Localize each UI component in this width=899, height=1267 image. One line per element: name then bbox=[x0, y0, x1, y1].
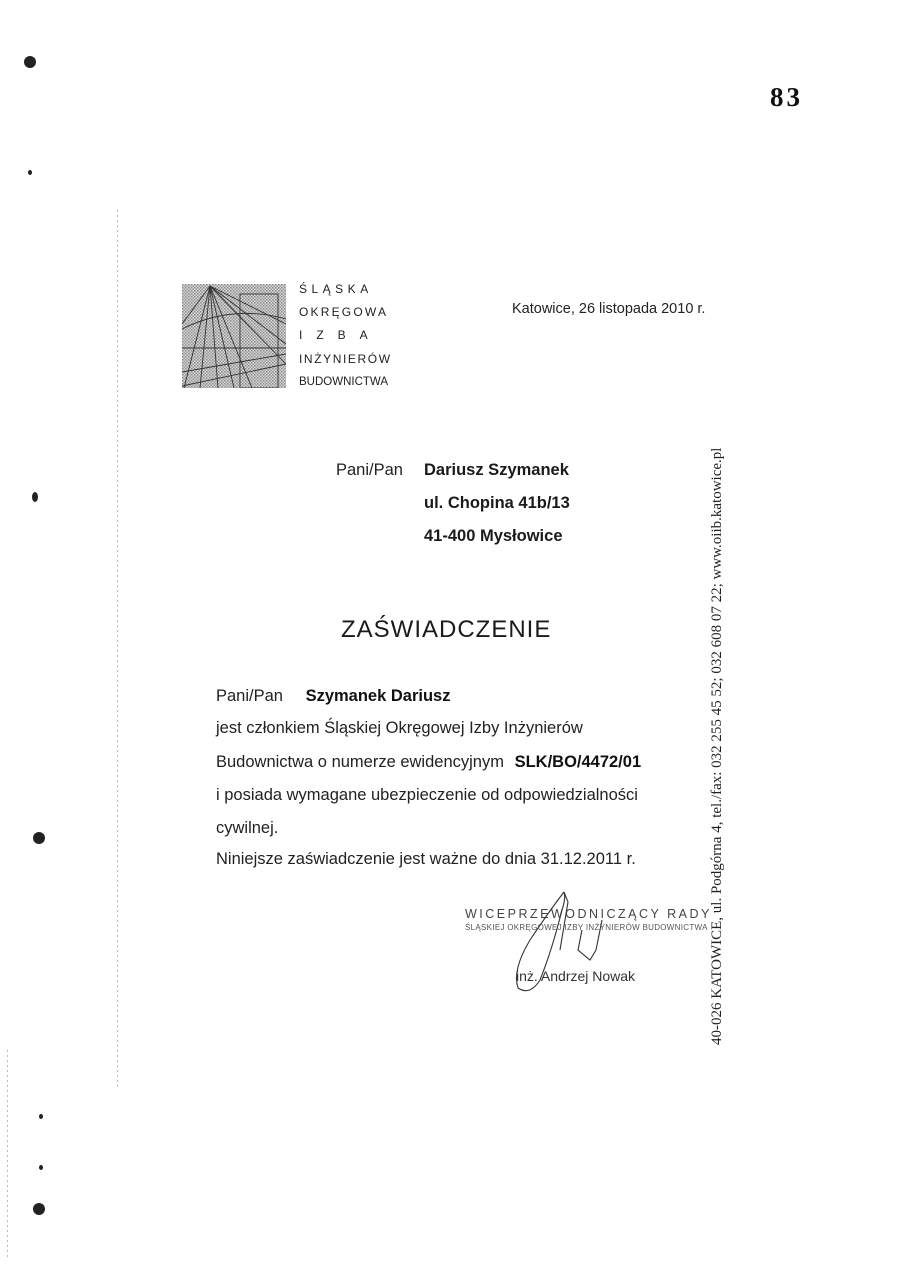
organization-name-line-5: BUDOWNICTWA bbox=[299, 376, 389, 388]
body-line-6: Niniejsze zaświadczenie jest ważne do dnia 31.12.2011 r. bbox=[216, 850, 636, 868]
punch-hole-mark bbox=[24, 56, 36, 68]
organization-name-line-3: IZBA bbox=[299, 328, 382, 342]
organization-name-line-1: ŚLĄSKA bbox=[299, 282, 373, 296]
scan-speck bbox=[32, 492, 38, 502]
document-date: Katowice, 26 listopada 2010 r. bbox=[512, 301, 706, 317]
registration-number: SLK/BO/4472/01 bbox=[514, 753, 642, 771]
body-line-4: i posiada wymagane ubezpieczenie od odpowiedzialności bbox=[216, 786, 638, 804]
scan-speck bbox=[39, 1165, 43, 1170]
organization-name-line-4: INŻYNIERÓW bbox=[299, 352, 392, 366]
punch-hole-mark bbox=[33, 1203, 45, 1215]
organization-logo bbox=[182, 284, 286, 388]
document-title: ZAŚWIADCZENIE bbox=[341, 616, 552, 643]
body-label: Pani/Pan bbox=[216, 687, 283, 705]
scan-edge-line bbox=[117, 210, 118, 1090]
member-name: Szymanek Dariusz bbox=[305, 687, 451, 705]
signatory-organization: ŚLĄSKIEJ OKRĘGOWEJ IZBY INŻYNIERÓW BUDOWNICTWA bbox=[465, 923, 708, 932]
scan-speck bbox=[28, 170, 32, 175]
geometric-lines-logo-icon bbox=[182, 284, 286, 388]
page-number: 83 bbox=[770, 82, 803, 112]
recipient-label: Pani/Pan bbox=[336, 461, 403, 479]
body-line-2: jest członkiem Śląskiej Okręgowej Izby Inżynierów bbox=[216, 719, 583, 737]
signatory-title: WICEPRZEWODNICZĄCY RADY bbox=[465, 907, 712, 921]
body-line-3 bbox=[216, 753, 641, 772]
scan-speck bbox=[39, 1114, 43, 1119]
body-line-5: cywilnej. bbox=[216, 819, 279, 837]
punch-hole-mark bbox=[33, 832, 45, 844]
scan-edge-line bbox=[7, 1050, 8, 1260]
body-line-3-text: Budownictwa o numerze ewidencyjnym bbox=[216, 753, 504, 771]
body-line-1 bbox=[216, 687, 450, 706]
organization-name-line-2: OKRĘGOWA bbox=[299, 305, 389, 319]
organization-contact-info: 40-026 KATOWICE, ul. Podgórna 4, tel./fax: 032 255 45 52; 032 608 07 22; www.oiib.katowice.pl bbox=[709, 447, 725, 1045]
signatory-name: inż. Andrzej Nowak bbox=[516, 968, 636, 984]
recipient-street: ul. Chopina 41b/13 bbox=[424, 494, 570, 512]
recipient-name: Dariusz Szymanek bbox=[424, 461, 569, 479]
recipient-city: 41-400 Mysłowice bbox=[424, 527, 563, 545]
